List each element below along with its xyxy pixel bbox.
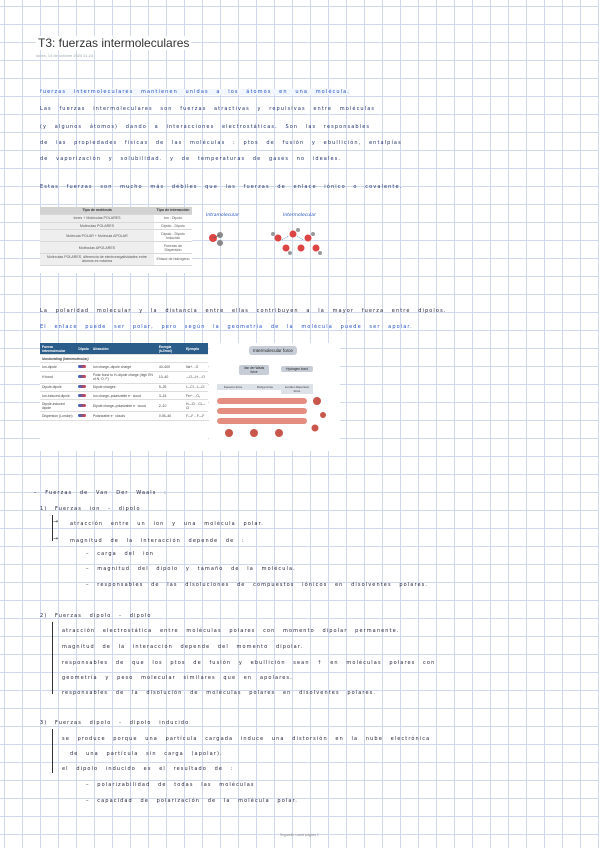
vdw-heading: – Fuerzas de Van Der Waals :	[34, 490, 167, 496]
intro-line-2: Las fuerzas intermoleculares son fuerzas atractivas y repulsivas entre moléculas	[40, 106, 376, 112]
t2-header-4: Ejemplo	[184, 343, 208, 355]
table-subheader	[40, 355, 208, 363]
table-cell: H bond	[40, 371, 76, 383]
intro-line-3: (y algunos átomos) dando a interacciones electrostáticas. Son las responsables	[40, 124, 371, 130]
sec2-heading: 2) Fuerzas dipolo - dipolo	[40, 613, 152, 619]
page-footer: Segundo cuatri página 1	[280, 832, 319, 837]
table-row	[40, 391, 208, 399]
t2-header-0: Fuerza intermolecular	[40, 343, 76, 355]
sec3-heading: 3) Fuerzas dipolo - dipolo inducido	[40, 720, 190, 726]
sec3-sub-0: – polarizabilidad de todas las moléculas	[86, 782, 255, 788]
intro-line-6: Estas fuerzas son mucho más débiles que las fuerzas de enlace iónico o covalente.	[40, 184, 403, 190]
table-row	[40, 242, 192, 254]
sec1-sub-2: – responsables de las disoluciones de compuestos iónicos en disolventes polares.	[86, 582, 429, 588]
sec2-item-1: magnitud de la interacción depende del momento dipolar.	[62, 644, 304, 650]
sec3-item-1: de una partícula sin carga (apolar).	[70, 751, 223, 757]
molecule-interaction-table	[40, 207, 192, 273]
diagram-box-vdw: Van der Waals force	[239, 365, 269, 375]
arrow-icon: →	[53, 518, 59, 525]
sec2-item-0: atracción electrostática entre moléculas polares con momento dipolar permanente.	[62, 628, 400, 634]
table-cell: Dipolo - Dipolo	[154, 222, 192, 230]
dipole-icon	[76, 412, 91, 420]
diagram-box-hbond: Hydrogen bond	[281, 366, 313, 372]
table-row	[40, 400, 208, 412]
sec1-heading: 1) Fuerzas ion - dipolo	[40, 506, 141, 512]
mid-line-1: La polaridad molecular y la distancia entre ellas contribuyen a la mayor fuerza entre dipolos.	[40, 308, 447, 314]
table-cell: Enlace de hidrógeno	[154, 253, 192, 265]
dipole-icon	[76, 371, 91, 383]
intramolecular-sketch	[209, 232, 223, 246]
arrow-icon: →	[53, 535, 59, 542]
force-energy-table	[40, 343, 208, 451]
table-row	[40, 412, 208, 420]
diagram-sub-0: Keesom force	[217, 384, 249, 390]
intramolecular-label: Intramolecular	[206, 213, 239, 218]
diagram-title: Intermolecular force	[249, 346, 297, 355]
table-cell: Polar bond to H–dipole charge (high EN of N, O, F)	[91, 371, 157, 383]
sec3-sub-1: – capacidad de polarización de la molécula polar.	[86, 798, 298, 804]
table-cell: Ion charge–dipole charge	[91, 363, 157, 371]
table-cell: Iones + Moléculas POLARES	[40, 214, 154, 222]
table-cell: Ion-dipole	[40, 363, 76, 371]
t1-header-0: Tipo de molécula	[40, 207, 154, 214]
page-title: T3: fuerzas intermoleculares	[38, 36, 190, 50]
sec1-sub-0: – carga del ion	[86, 551, 155, 557]
table-cell: Dipolo - Dipolo Inducido	[154, 230, 192, 242]
table-cell: Dipole-dipole	[40, 383, 76, 391]
sec3-item-0: se produce porque una partícula cargada induce una distorsión en la nube electrónica	[62, 736, 431, 742]
table-cell: Dipole-induced dipole	[40, 400, 76, 412]
diagram-sub-1: Debye force	[249, 384, 281, 390]
diagram-molecules	[209, 343, 340, 451]
sec2-item-3: geometría y peso molecular similares que en apolares.	[62, 675, 293, 681]
table-row	[40, 230, 192, 242]
intro-line-1: fuerzas intermoleculares mantienen unidas a los átomos en una molécula.	[40, 89, 350, 95]
table-cell: Fe²⁺…O₂	[184, 391, 208, 399]
diagram-sub-2: London dispersion force	[281, 384, 313, 394]
sec3-bracket	[52, 729, 53, 773]
table-cell: F—F…F—F	[184, 412, 208, 420]
t2-header-2: Atracción	[91, 343, 157, 355]
table-cell: Polarizable e⁻ clouds	[91, 412, 157, 420]
table-cell: H—Cl…Cl—Cl	[184, 400, 208, 412]
table-row	[40, 383, 208, 391]
table-cell: Moléculas POLARES, diferencia de electronegatividades entre átomos es máxima	[40, 253, 154, 265]
sec3-item-2: el dipolo inducido es el resultado de :	[62, 766, 234, 772]
table-cell: Molécula POLAR + Molécula APOLAR	[40, 230, 154, 242]
table-cell: Dipole charge–polarizable e⁻ cloud	[91, 400, 157, 412]
dipole-icon	[76, 400, 91, 412]
page-meta: lunes, 14 de octubre 2024 11:24	[36, 53, 94, 58]
dipole-icon	[76, 391, 91, 399]
sec2-item-2: responsables de que los ptos de fusión y ebullición sean ↑ en moléculas polares con	[62, 660, 436, 666]
sec1-item-0: atracción entre un ion y una molécula polar.	[70, 521, 264, 527]
table-cell: Ion - Dipolo	[154, 214, 192, 222]
intermolecular-force-diagram	[209, 343, 340, 451]
table-cell: Dipole charges	[91, 383, 157, 391]
table-row	[40, 222, 192, 230]
intermolecular-label: Intermolecular	[283, 213, 316, 218]
t2-header-3: Energía (kJ/mol)	[157, 343, 184, 355]
table-cell: Nonbonding (Intermolecular)	[40, 355, 208, 363]
dipole-icon	[76, 363, 91, 371]
intermolecular-sketch	[271, 228, 322, 255]
table-cell: 3–15	[157, 391, 184, 399]
table-cell: Ion-induced dipole	[40, 391, 76, 399]
sec1-sub-1: – magnitud del dipolo y tamaño de la molécula.	[86, 566, 296, 572]
dipole-icon	[76, 383, 91, 391]
table-cell: I—Cl…I—Cl	[184, 383, 208, 391]
table-row	[40, 371, 208, 383]
table-cell: 40–600	[157, 363, 184, 371]
table-cell: Ion charge–polarizable e⁻ cloud	[91, 391, 157, 399]
table-cell: —O—H…:O	[184, 371, 208, 383]
table-cell: Na+…O	[184, 363, 208, 371]
table-cell: Moléculas POLARES	[40, 222, 154, 230]
table-cell: Dispersion (London)	[40, 412, 76, 420]
sec1-item-1: magnitud de la interacción depende de :	[70, 538, 245, 544]
table-cell: 0.05–40	[157, 412, 184, 420]
table-cell: 10–40	[157, 371, 184, 383]
table-row	[40, 253, 192, 265]
molecule-sketch	[198, 220, 348, 264]
t2-header-1: Dipolo	[76, 343, 91, 355]
table-row	[40, 363, 208, 371]
table-cell: 2–10	[157, 400, 184, 412]
table-cell: Fuerzas de Dispersión	[154, 242, 192, 254]
table-cell: 5–25	[157, 383, 184, 391]
mid-line-2: El enlace puede ser polar, pero según la geometría de la molécula puede ser apolar.	[40, 324, 413, 330]
intro-line-4: de las propiedades físicas de las moléculas : ptos de fusión y ebullición, entalpías	[40, 140, 402, 146]
intro-line-5: de vaporización y solubilidad. y de temperaturas de gases no ideales.	[40, 156, 342, 162]
table-cell: Moléculas APOLARES	[40, 242, 154, 254]
table-row	[40, 214, 192, 222]
sec2-bracket	[52, 622, 53, 694]
sec2-item-4: responsables de la disolución de moléculas polares en disolventes polares.	[62, 690, 377, 696]
t1-header-1: Tipo de interacción	[154, 207, 192, 214]
